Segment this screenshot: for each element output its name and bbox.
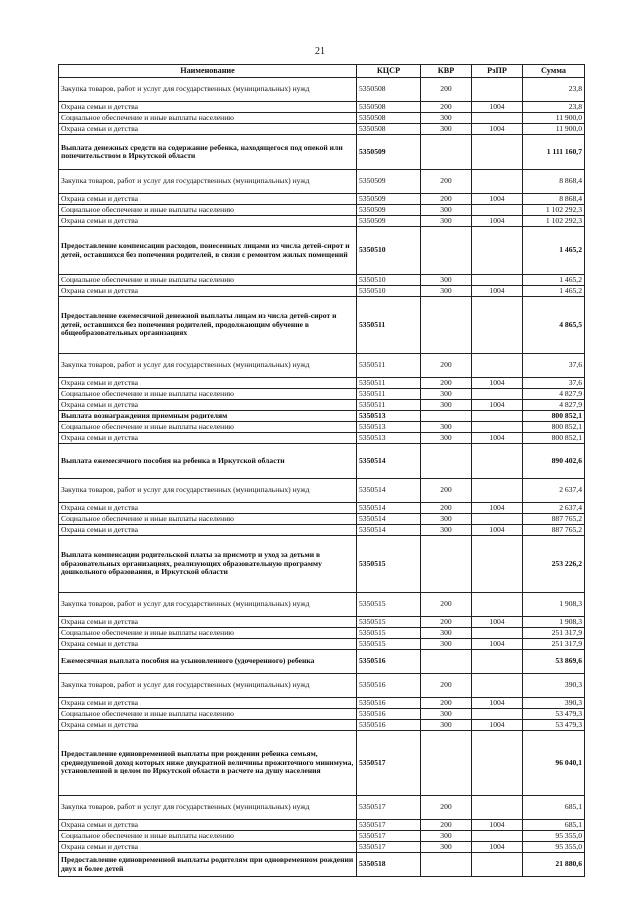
cell-kvr: 300 — [421, 400, 472, 411]
table-row — [59, 503, 585, 514]
cell-name: Охрана семьи и детства — [59, 194, 357, 205]
cell-rzpr — [472, 113, 523, 124]
cell-kvr: 300 — [421, 831, 472, 842]
cell-name: Охрана семьи и детства — [59, 503, 357, 514]
cell-name: Предоставление ежемесячной денежной выплаты лицам из числа детей-сирот и детей, оставшихся без попечения родителей, продолжающим обучение в общеобразовательных организациях — [59, 297, 357, 354]
table-row — [59, 124, 585, 135]
table-row — [59, 698, 585, 709]
table-row-section — [59, 135, 585, 170]
cell-kvr: 200 — [421, 479, 472, 503]
cell-kcsr: 5350513 — [357, 411, 421, 422]
table-row — [59, 820, 585, 831]
cell-name: Социальное обеспечение и иные выплаты населению — [59, 205, 357, 216]
table-row — [59, 422, 585, 433]
cell-kvr: 300 — [421, 275, 472, 286]
cell-name: Охрана семьи и детства — [59, 698, 357, 709]
cell-name: Социальное обеспечение и иные выплаты населению — [59, 709, 357, 720]
cell-kcsr: 5350518 — [357, 853, 421, 877]
cell-name: Охрана семьи и детства — [59, 820, 357, 831]
cell-sum: 4 827,9 — [523, 400, 585, 411]
cell-kvr: 300 — [421, 842, 472, 853]
cell-name: Предоставление единовременной выплаты родителям при одновременном рождении двух и более детей — [59, 853, 357, 877]
cell-sum: 800 852,1 — [523, 422, 585, 433]
cell-kvr — [421, 650, 472, 674]
table-row — [59, 275, 585, 286]
cell-rzpr — [472, 411, 523, 422]
cell-kcsr: 5350509 — [357, 216, 421, 227]
cell-rzpr — [472, 650, 523, 674]
table-row — [59, 216, 585, 227]
cell-sum: 2 637,4 — [523, 503, 585, 514]
cell-sum: 1 465,2 — [523, 286, 585, 297]
cell-sum: 685,1 — [523, 820, 585, 831]
cell-kvr: 200 — [421, 674, 472, 698]
table-row — [59, 628, 585, 639]
cell-kcsr: 5350509 — [357, 205, 421, 216]
table-row — [59, 400, 585, 411]
table-row — [59, 354, 585, 378]
table-row-section — [59, 444, 585, 479]
table-row — [59, 286, 585, 297]
cell-kcsr: 5350510 — [357, 227, 421, 275]
cell-sum: 95 355,0 — [523, 842, 585, 853]
cell-kcsr: 5350517 — [357, 820, 421, 831]
table-row — [59, 433, 585, 444]
cell-name: Охрана семьи и детства — [59, 842, 357, 853]
cell-kcsr: 5350515 — [357, 617, 421, 628]
cell-kcsr: 5350514 — [357, 514, 421, 525]
cell-rzpr: 1004 — [472, 400, 523, 411]
cell-sum: 11 900,0 — [523, 113, 585, 124]
table-row — [59, 78, 585, 102]
table-row — [59, 378, 585, 389]
cell-name: Социальное обеспечение и иные выплаты населению — [59, 628, 357, 639]
cell-kcsr: 5350509 — [357, 170, 421, 194]
cell-sum: 1 465,2 — [523, 275, 585, 286]
cell-kvr: 200 — [421, 698, 472, 709]
cell-rzpr — [472, 514, 523, 525]
table-row — [59, 593, 585, 617]
cell-kvr: 300 — [421, 639, 472, 650]
cell-rzpr: 1004 — [472, 378, 523, 389]
cell-rzpr — [472, 227, 523, 275]
cell-kvr — [421, 297, 472, 354]
cell-rzpr: 1004 — [472, 525, 523, 536]
cell-name: Выплата компенсации родительской платы за присмотр и уход за детьми в образовательных организациях, реализующих образовательную программу дошкольного образования, в Иркутской области — [59, 536, 357, 593]
table-row — [59, 194, 585, 205]
cell-sum: 21 880,6 — [523, 853, 585, 877]
header-kcsr: КЦСР — [357, 65, 421, 78]
cell-sum: 8 868,4 — [523, 170, 585, 194]
table-row — [59, 617, 585, 628]
cell-kvr — [421, 536, 472, 593]
header-rzpr: РзПР — [472, 65, 523, 78]
cell-kcsr: 5350511 — [357, 354, 421, 378]
cell-kcsr: 5350514 — [357, 444, 421, 479]
header-name: Наименование — [59, 65, 357, 78]
cell-name: Охрана семьи и детства — [59, 378, 357, 389]
cell-kvr: 200 — [421, 503, 472, 514]
cell-kvr — [421, 853, 472, 877]
cell-name: Охрана семьи и детства — [59, 124, 357, 135]
table-row-section — [59, 731, 585, 796]
cell-kcsr: 5350514 — [357, 503, 421, 514]
cell-rzpr — [472, 674, 523, 698]
cell-name: Закупка товаров, работ и услуг для государственных (муниципальных) нужд — [59, 593, 357, 617]
cell-sum: 23,8 — [523, 102, 585, 113]
cell-rzpr — [472, 796, 523, 820]
cell-kcsr: 5350515 — [357, 593, 421, 617]
cell-sum: 53 479,3 — [523, 709, 585, 720]
cell-kvr: 300 — [421, 422, 472, 433]
cell-rzpr: 1004 — [472, 286, 523, 297]
cell-name: Социальное обеспечение и иные выплаты населению — [59, 514, 357, 525]
cell-kcsr: 5350516 — [357, 698, 421, 709]
cell-sum: 1 111 160,7 — [523, 135, 585, 170]
cell-kcsr: 5350516 — [357, 674, 421, 698]
cell-name: Социальное обеспечение и иные выплаты населению — [59, 389, 357, 400]
cell-sum: 2 637,4 — [523, 479, 585, 503]
cell-sum: 95 355,0 — [523, 831, 585, 842]
cell-sum: 800 852,1 — [523, 433, 585, 444]
table-row-section — [59, 297, 585, 354]
cell-name: Охрана семьи и детства — [59, 216, 357, 227]
table-row-section — [59, 536, 585, 593]
cell-sum: 53 869,6 — [523, 650, 585, 674]
cell-kcsr: 5350515 — [357, 639, 421, 650]
cell-name: Охрана семьи и детства — [59, 433, 357, 444]
cell-name: Закупка товаров, работ и услуг для государственных (муниципальных) нужд — [59, 78, 357, 102]
cell-name: Социальное обеспечение и иные выплаты населению — [59, 831, 357, 842]
table-row — [59, 514, 585, 525]
cell-kcsr: 5350508 — [357, 78, 421, 102]
cell-kcsr: 5350516 — [357, 709, 421, 720]
cell-kcsr: 5350511 — [357, 297, 421, 354]
table-row — [59, 709, 585, 720]
cell-sum: 887 765,2 — [523, 514, 585, 525]
cell-sum: 1 102 292,3 — [523, 205, 585, 216]
cell-sum: 251 317,9 — [523, 628, 585, 639]
table-row-section — [59, 853, 585, 877]
cell-sum: 685,1 — [523, 796, 585, 820]
cell-name: Выплата ежемесячного пособия на ребенка в Иркутской области — [59, 444, 357, 479]
cell-sum: 11 900,0 — [523, 124, 585, 135]
cell-rzpr: 1004 — [472, 698, 523, 709]
cell-kvr: 300 — [421, 286, 472, 297]
cell-kcsr: 5350516 — [357, 650, 421, 674]
table-row — [59, 674, 585, 698]
cell-sum: 1 908,3 — [523, 617, 585, 628]
table-row — [59, 842, 585, 853]
cell-rzpr — [472, 389, 523, 400]
cell-kvr: 300 — [421, 124, 472, 135]
cell-rzpr: 1004 — [472, 102, 523, 113]
cell-kvr: 300 — [421, 433, 472, 444]
cell-rzpr — [472, 205, 523, 216]
table-row-section — [59, 227, 585, 275]
cell-kvr: 300 — [421, 720, 472, 731]
cell-sum: 1 908,3 — [523, 593, 585, 617]
cell-sum: 37,6 — [523, 354, 585, 378]
cell-rzpr — [472, 593, 523, 617]
cell-rzpr: 1004 — [472, 720, 523, 731]
header-kvr: КВР — [421, 65, 472, 78]
table-row — [59, 205, 585, 216]
cell-kcsr: 5350509 — [357, 135, 421, 170]
cell-kcsr: 5350515 — [357, 628, 421, 639]
cell-name: Предоставление компенсации расходов, понесенных лицами из числа детей-сирот и детей, оставшихся без попечения родителей, в связи с ремонтом жилых помещений — [59, 227, 357, 275]
cell-kcsr: 5350517 — [357, 796, 421, 820]
table-row — [59, 796, 585, 820]
cell-kvr: 200 — [421, 170, 472, 194]
cell-sum: 53 479,3 — [523, 720, 585, 731]
cell-kvr: 300 — [421, 525, 472, 536]
table-row-section — [59, 650, 585, 674]
cell-kcsr: 5350511 — [357, 389, 421, 400]
cell-kcsr: 5350513 — [357, 422, 421, 433]
cell-name: Охрана семьи и детства — [59, 720, 357, 731]
cell-rzpr: 1004 — [472, 503, 523, 514]
page-number: 21 — [315, 46, 325, 57]
cell-rzpr — [472, 444, 523, 479]
cell-rzpr — [472, 422, 523, 433]
cell-name: Охрана семьи и детства — [59, 525, 357, 536]
cell-sum: 1 102 292,3 — [523, 216, 585, 227]
cell-rzpr — [472, 831, 523, 842]
cell-kvr — [421, 444, 472, 479]
cell-name: Охрана семьи и детства — [59, 286, 357, 297]
cell-kvr: 200 — [421, 194, 472, 205]
cell-rzpr — [472, 135, 523, 170]
cell-kcsr: 5350513 — [357, 433, 421, 444]
cell-rzpr: 1004 — [472, 842, 523, 853]
cell-kcsr: 5350517 — [357, 731, 421, 796]
table-header-row — [59, 65, 585, 78]
cell-sum: 23,8 — [523, 78, 585, 102]
table-body — [59, 78, 585, 877]
cell-kvr: 300 — [421, 514, 472, 525]
cell-name: Социальное обеспечение и иные выплаты населению — [59, 113, 357, 124]
cell-sum: 1 465,2 — [523, 227, 585, 275]
cell-name: Закупка товаров, работ и услуг для государственных (муниципальных) нужд — [59, 354, 357, 378]
cell-rzpr — [472, 853, 523, 877]
table-row — [59, 102, 585, 113]
cell-sum: 890 402,6 — [523, 444, 585, 479]
cell-sum: 887 765,2 — [523, 525, 585, 536]
cell-rzpr: 1004 — [472, 617, 523, 628]
table-row — [59, 525, 585, 536]
cell-sum: 253 226,2 — [523, 536, 585, 593]
cell-sum: 96 040,1 — [523, 731, 585, 796]
cell-kcsr: 5350514 — [357, 479, 421, 503]
table-row — [59, 639, 585, 650]
table-row — [59, 113, 585, 124]
cell-kcsr: 5350511 — [357, 378, 421, 389]
cell-rzpr — [472, 354, 523, 378]
cell-sum: 390,3 — [523, 674, 585, 698]
cell-sum: 37,6 — [523, 378, 585, 389]
table-row — [59, 479, 585, 503]
cell-rzpr: 1004 — [472, 194, 523, 205]
cell-kvr: 200 — [421, 354, 472, 378]
cell-rzpr — [472, 479, 523, 503]
table-row — [59, 170, 585, 194]
cell-name: Охрана семьи и детства — [59, 639, 357, 650]
cell-rzpr: 1004 — [472, 433, 523, 444]
cell-sum: 4 827,9 — [523, 389, 585, 400]
cell-name: Закупка товаров, работ и услуг для государственных (муниципальных) нужд — [59, 674, 357, 698]
cell-name: Охрана семьи и детства — [59, 617, 357, 628]
cell-name: Выплата денежных средств на содержание ребенка, находящегося под опекой или попечительством в Иркутской области — [59, 135, 357, 170]
cell-kvr: 200 — [421, 78, 472, 102]
cell-kvr: 200 — [421, 820, 472, 831]
cell-kcsr: 5350508 — [357, 124, 421, 135]
cell-name: Охрана семьи и детства — [59, 400, 357, 411]
cell-sum: 251 317,9 — [523, 639, 585, 650]
cell-rzpr — [472, 709, 523, 720]
cell-name: Ежемесячная выплата пособия на усыновленного (удочеренного) ребенка — [59, 650, 357, 674]
cell-rzpr — [472, 628, 523, 639]
cell-kvr: 300 — [421, 389, 472, 400]
cell-name: Выплата вознаграждения приемным родителям — [59, 411, 357, 422]
cell-name: Закупка товаров, работ и услуг для государственных (муниципальных) нужд — [59, 796, 357, 820]
cell-kcsr: 5350508 — [357, 113, 421, 124]
cell-kvr: 200 — [421, 617, 472, 628]
cell-rzpr: 1004 — [472, 124, 523, 135]
budget-table — [58, 64, 585, 877]
cell-kvr — [421, 731, 472, 796]
cell-sum: 390,3 — [523, 698, 585, 709]
cell-sum: 800 852,1 — [523, 411, 585, 422]
cell-rzpr: 1004 — [472, 639, 523, 650]
cell-rzpr: 1004 — [472, 216, 523, 227]
cell-kvr: 200 — [421, 378, 472, 389]
cell-kvr — [421, 227, 472, 275]
cell-kcsr: 5350516 — [357, 720, 421, 731]
cell-kvr: 300 — [421, 205, 472, 216]
cell-kcsr: 5350511 — [357, 400, 421, 411]
cell-rzpr — [472, 297, 523, 354]
cell-kvr: 200 — [421, 102, 472, 113]
cell-kcsr: 5350515 — [357, 536, 421, 593]
cell-rzpr: 1004 — [472, 820, 523, 831]
header-sum: Сумма — [523, 65, 585, 78]
cell-name: Закупка товаров, работ и услуг для государственных (муниципальных) нужд — [59, 479, 357, 503]
table-row — [59, 720, 585, 731]
cell-kcsr: 5350517 — [357, 842, 421, 853]
cell-rzpr — [472, 275, 523, 286]
cell-kcsr: 5350517 — [357, 831, 421, 842]
cell-sum: 8 868,4 — [523, 194, 585, 205]
cell-kvr — [421, 135, 472, 170]
cell-sum: 4 865,5 — [523, 297, 585, 354]
cell-rzpr — [472, 536, 523, 593]
cell-kcsr: 5350510 — [357, 286, 421, 297]
cell-kcsr: 5350510 — [357, 275, 421, 286]
cell-name: Социальное обеспечение и иные выплаты населению — [59, 275, 357, 286]
table-row — [59, 831, 585, 842]
cell-kvr: 200 — [421, 796, 472, 820]
cell-rzpr — [472, 731, 523, 796]
cell-rzpr — [472, 78, 523, 102]
table-row-section — [59, 411, 585, 422]
cell-kcsr: 5350514 — [357, 525, 421, 536]
table-row — [59, 389, 585, 400]
cell-rzpr — [472, 170, 523, 194]
cell-name: Предоставление единовременной выплаты при рождении ребенка семьям, среднедушевой доход которых ниже двукратной величины прожиточного минимума, установленной в целом по Иркутской области в расчете на душу населения — [59, 731, 357, 796]
cell-name: Социальное обеспечение и иные выплаты населению — [59, 422, 357, 433]
cell-name: Закупка товаров, работ и услуг для государственных (муниципальных) нужд — [59, 170, 357, 194]
cell-kvr: 300 — [421, 628, 472, 639]
cell-kvr: 300 — [421, 113, 472, 124]
cell-kcsr: 5350508 — [357, 102, 421, 113]
cell-kvr: 300 — [421, 216, 472, 227]
cell-kvr: 300 — [421, 709, 472, 720]
cell-kvr: 200 — [421, 593, 472, 617]
cell-name: Охрана семьи и детства — [59, 102, 357, 113]
cell-kvr — [421, 411, 472, 422]
cell-kcsr: 5350509 — [357, 194, 421, 205]
